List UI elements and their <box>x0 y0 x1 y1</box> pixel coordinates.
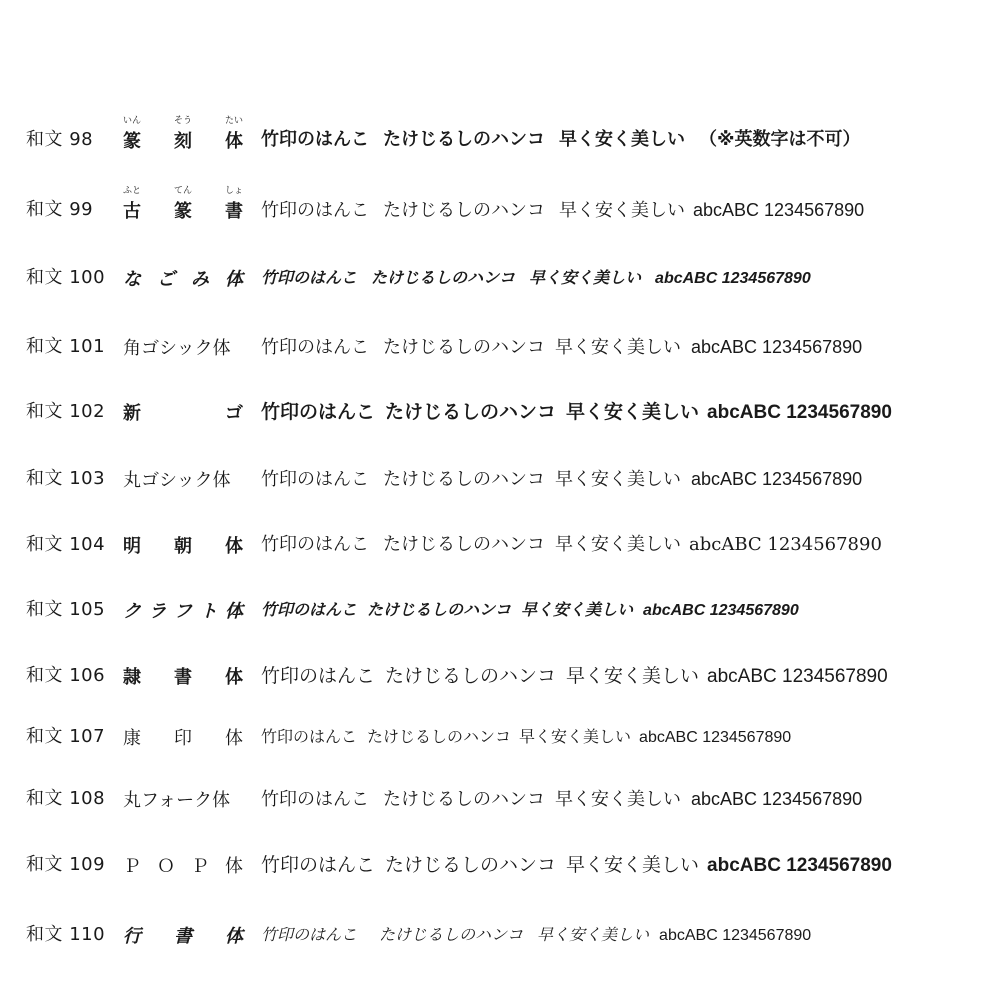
ruby-text: たい <box>224 116 244 126</box>
font-code: 和文 109 <box>26 854 106 875</box>
font-name-char: 行 <box>123 926 141 947</box>
font-sample: 竹印のはんこ たけじるしのハンコ 早く安く美しい abcABC 1234567890 <box>261 534 882 555</box>
font-row-110 <box>0 915 1000 955</box>
font-name-char: ゴ <box>225 403 243 424</box>
font-name-char: 体 <box>225 601 243 622</box>
font-name-char: たい 体 <box>225 127 243 153</box>
font-name-char: 体 <box>225 926 243 947</box>
font-code: 和文 103 <box>26 468 106 489</box>
ruby-text: そう <box>173 116 193 126</box>
font-name-char: 体 <box>225 269 243 290</box>
font-name-char: 新 <box>123 403 141 424</box>
font-code: 和文 105 <box>26 599 106 620</box>
font-row-100 <box>0 258 1000 298</box>
font-sample: 竹印のはんこ たけじるしのハンコ 早く安く美しい （※英数字は不可） <box>261 129 861 150</box>
font-name-char: 朝 <box>174 536 192 557</box>
font-row-102 <box>0 392 1000 432</box>
font-name-char: Ｏ <box>157 856 175 877</box>
font-sample: 竹印のはんこ たけじるしのハンコ 早く安く美しい abcABC 1234567890 <box>261 600 799 619</box>
font-code: 和文 102 <box>26 401 106 422</box>
font-name-char: 体 <box>225 536 243 557</box>
font-sample: 竹印のはんこ たけじるしのハンコ 早く安く美しい abcABC 1234567890 <box>261 925 812 944</box>
font-row-101 <box>0 327 1000 367</box>
font-name-char: 隷 <box>123 667 141 688</box>
font-code: 和文 110 <box>26 924 106 945</box>
font-sample: 竹印のはんこ たけじるしのハンコ 早く安く美しい abcABC 1234567890 <box>261 401 892 423</box>
font-sample: 竹印のはんこ たけじるしのハンコ 早く安く美しい abcABC 1234567890 <box>261 337 863 358</box>
font-sample: 竹印のはんこ たけじるしのハンコ 早く安く美しい abcABC 1234567890 <box>261 469 863 490</box>
font-name-char: 書 <box>174 667 192 688</box>
font-sample: 竹印のはんこ たけじるしのハンコ 早く安く美しい abcABC 1234567890 <box>261 789 863 810</box>
font-row-109 <box>0 845 1000 885</box>
font-sample: 竹印のはんこ たけじるしのハンコ 早く安く美しい abcABC 1234567890 <box>261 268 811 287</box>
ruby-text: ふと <box>122 186 142 196</box>
font-name-char: ト <box>199 601 218 622</box>
font-name-text: 丸フォーク体 <box>123 790 231 811</box>
font-name <box>123 392 243 432</box>
font-name-char: ラ <box>148 601 167 622</box>
font-name <box>122 116 244 160</box>
font-name-char: ク <box>123 601 141 622</box>
font-name <box>123 779 243 819</box>
font-sample: 竹印のはんこ たけじるしのハンコ 早く安く美しい abcABC 1234567890 <box>261 665 888 687</box>
font-name-char: 体 <box>225 667 243 688</box>
font-code: 和文 101 <box>26 336 106 357</box>
font-name <box>123 845 243 885</box>
font-row-103 <box>0 459 1000 499</box>
font-name-text: 丸ゴシック体 <box>123 470 231 491</box>
font-name-char: 体 <box>225 856 243 877</box>
font-name-char: Ｐ <box>191 856 209 877</box>
font-code: 和文 106 <box>26 665 106 686</box>
font-code: 和文 100 <box>26 267 106 288</box>
font-code: 和文 107 <box>26 726 106 747</box>
font-sample: 竹印のはんこ たけじるしのハンコ 早く安く美しい abcABC 1234567890 <box>261 200 865 221</box>
font-name <box>123 525 243 565</box>
font-row-99 <box>0 186 1000 230</box>
font-name-char: 書 <box>174 926 192 947</box>
font-name-char: み <box>191 269 209 290</box>
ruby-text: しょ <box>224 186 244 196</box>
font-name-text: 角ゴシック体 <box>123 338 231 359</box>
font-name <box>123 459 243 499</box>
ruby-text: いん <box>122 116 142 126</box>
font-name-char: ふと 古 <box>123 197 141 223</box>
font-row-98 <box>0 116 1000 160</box>
font-name-char: 康 <box>123 728 141 749</box>
font-code: 和文 99 <box>26 199 94 220</box>
font-name <box>122 186 244 230</box>
font-name <box>123 590 243 630</box>
font-code: 和文 104 <box>26 534 106 555</box>
font-code: 和文 108 <box>26 788 106 809</box>
font-row-106 <box>0 656 1000 696</box>
font-name <box>123 717 243 757</box>
font-name <box>123 258 243 298</box>
font-name-char: Ｐ <box>123 856 141 877</box>
font-name-char: しょ 書 <box>225 197 243 223</box>
font-sample: 竹印のはんこ たけじるしのハンコ 早く安く美しい abcABC 1234567890 <box>261 854 892 876</box>
font-name <box>123 915 243 955</box>
font-row-104 <box>0 525 1000 565</box>
font-name-char: そう 刻 <box>174 127 192 153</box>
font-name-char: ご <box>157 269 175 290</box>
font-name-char: 明 <box>123 536 141 557</box>
font-row-108 <box>0 779 1000 819</box>
font-name-char: な <box>123 269 141 290</box>
font-name-char: 体 <box>225 728 243 749</box>
font-row-105 <box>0 590 1000 630</box>
font-name-char: 印 <box>174 728 192 749</box>
font-sample: 竹印のはんこ たけじるしのハンコ 早く安く美しい abcABC 1234567890 <box>261 727 792 746</box>
font-row-107 <box>0 717 1000 757</box>
sample-note: （※英数字は不可） <box>699 129 861 150</box>
font-name-char: てん 篆 <box>174 197 192 223</box>
font-name <box>123 656 243 696</box>
font-name-char: いん 篆 <box>123 127 141 153</box>
font-name <box>123 327 243 367</box>
ruby-text: てん <box>173 186 193 196</box>
font-code: 和文 98 <box>26 129 94 150</box>
font-name-char: フ <box>174 601 192 622</box>
